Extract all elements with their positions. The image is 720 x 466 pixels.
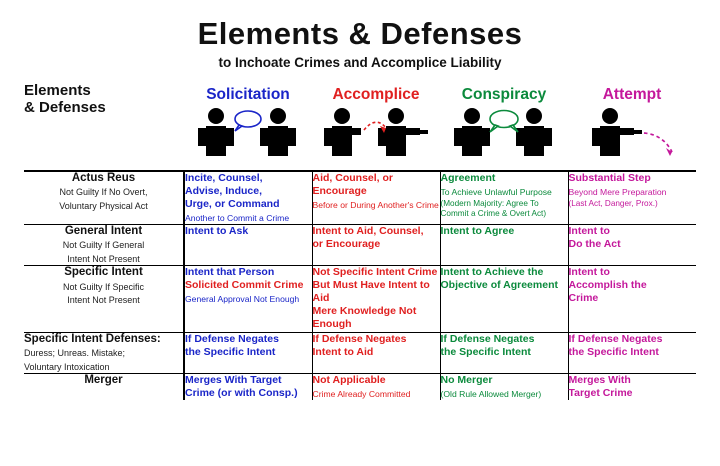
cell-line: Intent to Ask [185, 224, 249, 237]
table-header-row [24, 82, 696, 171]
cell-line: Objective of Agreement [440, 279, 558, 292]
row-label-general-intent [24, 224, 184, 265]
cell-actus-attempt [568, 171, 696, 225]
corner-label-cell [24, 82, 184, 171]
cell-general-solicitation [184, 224, 312, 265]
table-row [24, 332, 696, 373]
cell-line: Merges With Target [185, 373, 282, 386]
cell-subtext: Before or During Another's Crime [312, 199, 439, 210]
column-header-solicitation [184, 82, 312, 171]
cell-merger-accomplice [312, 373, 440, 400]
cell-merger-attempt [568, 373, 696, 400]
cell-general-conspiracy [440, 224, 568, 265]
row-label-title: Actus Reus [71, 171, 136, 184]
corner-label-line1: Elements [24, 81, 91, 99]
cell-line: Intent that Person [185, 265, 275, 278]
cell-line: Accomplish the [568, 279, 647, 292]
row-label-sub1: Not Guilty If No Overt, [59, 187, 148, 198]
cell-specific-conspiracy [440, 265, 568, 332]
row-label-sub2: Voluntary Physical Act [59, 200, 148, 211]
row-label-title: Merger [84, 373, 123, 386]
row-label-merger [24, 373, 184, 400]
two-figures-speech-bubble-icon [184, 106, 312, 162]
title-block [0, 0, 720, 70]
cell-specific-attempt [568, 265, 696, 332]
cell-line: No Merger [440, 373, 493, 386]
cell-line: Intent to Agree [440, 224, 515, 237]
cell-line: If Defense Negates [440, 332, 535, 345]
cell-subtext: Beyond Mere Preparation [568, 186, 667, 197]
page-subtitle: to Inchoate Crimes and Accomplice Liability [218, 54, 502, 70]
cell-line: Substantial Step [568, 171, 651, 184]
cell-line: or Encourage [312, 237, 381, 250]
cell-line: Aid, Counsel, or Encourage [312, 171, 394, 197]
cell-subtext: To Achieve Unlawful Purpose [440, 186, 552, 197]
cell-subtext: Another to Commit a Crime [185, 212, 290, 223]
cell-defenses-solicitation [184, 332, 312, 373]
corner-label-line2: & Defenses [24, 98, 106, 116]
cell-line: Intent to Aid [312, 345, 374, 358]
column-header-attempt [568, 82, 696, 171]
table-row [24, 373, 696, 400]
cell-subtext: (Old Rule Allowed Merger) [440, 389, 542, 399]
cell-subtext: Commit a Crime & Overt Act) [440, 209, 547, 219]
row-label-actus-reus [24, 171, 184, 225]
row-label-title: Specific Intent [64, 265, 143, 278]
cell-merger-solicitation [184, 373, 312, 400]
cell-line: Intent to [568, 224, 610, 237]
cell-line: Advise, Induce, [185, 184, 263, 197]
row-label-sub1: Not Guilty If General [62, 240, 145, 251]
cell-line: Not Specific Intent Crime [312, 265, 438, 278]
column-header-conspiracy [440, 82, 568, 171]
cell-line: Crime [568, 292, 599, 305]
two-figures-gun-handoff-icon [312, 106, 440, 162]
cell-defenses-conspiracy [440, 332, 568, 373]
cell-line: Crime (or with Consp.) [185, 387, 298, 399]
cell-specific-accomplice [312, 265, 440, 332]
cell-actus-solicitation [184, 171, 312, 225]
cell-merger-conspiracy [440, 373, 568, 400]
cell-actus-accomplice [312, 171, 440, 225]
cell-general-accomplice [312, 224, 440, 265]
column-header-accomplice [312, 82, 440, 171]
elements-defenses-table [24, 82, 696, 401]
cell-line: Intent to Achieve the [440, 265, 544, 278]
cell-line: the Specific Intent [185, 345, 276, 358]
cell-specific-solicitation [184, 265, 312, 332]
cell-line: Intent to [568, 265, 610, 278]
row-label-sub2: Voluntary Intoxication [24, 361, 110, 372]
cell-subtext: Crime Already Committed [312, 389, 411, 399]
page-title: Elements & Defenses [197, 16, 523, 51]
cell-line: the Specific Intent [440, 345, 531, 358]
column-title: Accomplice [332, 85, 420, 103]
cell-line: Intent to Aid, Counsel, [312, 224, 424, 237]
cell-line: Target Crime [568, 387, 633, 399]
column-title: Solicitation [206, 85, 290, 103]
cell-subtext: (Last Act, Danger, Prox.) [568, 199, 658, 209]
table-row [24, 171, 696, 225]
cell-general-attempt [568, 224, 696, 265]
two-figures-shared-bubble-icon [440, 106, 568, 162]
cell-line: But Must Have Intent to Aid [312, 279, 430, 305]
row-label-specific-intent [24, 265, 184, 332]
cell-line: Do the Act [568, 237, 621, 250]
table-row [24, 265, 696, 332]
row-label-title: General Intent [64, 224, 143, 237]
cell-defenses-attempt [568, 332, 696, 373]
cell-subtext: General Approval Not Enough [185, 294, 300, 305]
row-label-sub2: Intent Not Present [67, 295, 140, 305]
column-title: Conspiracy [461, 85, 547, 103]
row-label-sub2: Intent Not Present [67, 253, 140, 264]
cell-line: If Defense Negates [568, 332, 663, 345]
cell-line: Incite, Counsel, [185, 171, 263, 184]
row-label-title: Specific Intent Defenses: [24, 332, 161, 345]
row-label-sub1: Not Guilty If Specific [62, 281, 145, 292]
column-title: Attempt [602, 85, 662, 103]
cell-line: Solicited Commit Crime [185, 279, 304, 292]
cell-subtext: (Modern Majority: Agree To [440, 199, 539, 209]
row-label-specific-intent-defenses [24, 332, 184, 373]
cell-line: Mere Knowledge Not Enough [312, 305, 417, 331]
figure-gun-dashed-shot-icon [568, 106, 696, 162]
row-label-sub1: Duress; Unreas. Mistake; [24, 348, 126, 359]
cell-line: Not Applicable [312, 373, 386, 386]
cell-line: Urge, or Command [185, 197, 280, 210]
table-row [24, 224, 696, 265]
cell-line: If Defense Negates [185, 332, 279, 345]
cell-actus-conspiracy [440, 171, 568, 225]
cell-defenses-accomplice [312, 332, 440, 373]
cell-line: the Specific Intent [568, 345, 659, 358]
cell-line: If Defense Negates [312, 332, 407, 345]
cell-line: Merges With [568, 373, 631, 386]
cell-line: Agreement [440, 171, 496, 184]
